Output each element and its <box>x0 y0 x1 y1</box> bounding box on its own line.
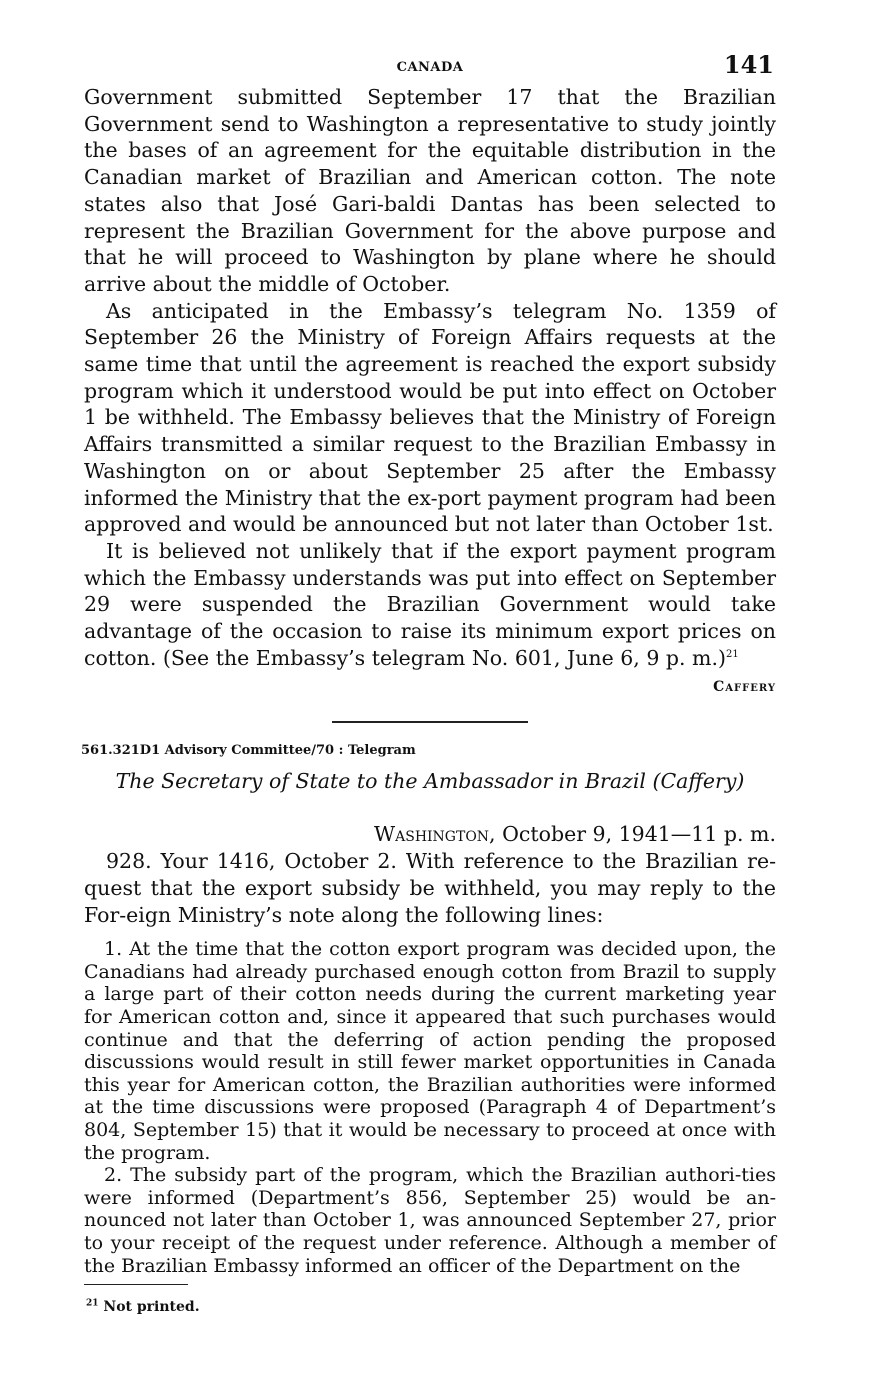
footnote-marker: 21 <box>86 1298 99 1309</box>
message-intro: 928. Your 1416, October 2. With reference to the Brazilian re-quest that the export subsidy be withheld, you may reply to the For-eign Ministry’s note along the following lines: <box>84 849 776 927</box>
footnote <box>86 1299 776 1315</box>
footnote-reference: 21 <box>726 648 739 660</box>
quoted-points <box>84 938 776 1277</box>
paragraph-believed-text: It is believed not unlikely that if the export payment program which the Embassy understands was put into effect on September 29 were suspended the Brazilian Government would take advantage of the occasion to raise its minimum export prices on cotton. (See the Embassy’s telegram No. 601, June 6, 9 p. m.) <box>84 538 776 670</box>
paragraph-anticipated: As anticipated in the Embassy’s telegram No. 1359 of September 26 the Ministry of Foreign Affairs requests at the same time that until the agreement is reached the export subsidy program which it understood would be put into effect on October 1 be withheld. The Embassy believes that the Ministry of Foreign Affairs transmitted a similar request to the Brazilian Embassy in Washington on or about September 25 after the Embassy informed the Ministry that the ex-port payment program had been approved and would be announced but not later than October 1st. <box>84 298 777 537</box>
file-reference: 561.321D1 Advisory Committee/70 : Telegram <box>81 743 416 759</box>
footnote-divider <box>84 1284 188 1285</box>
section-title: CANADA <box>396 60 464 75</box>
body-text-top <box>84 84 776 671</box>
dateline-place: Washington, <box>374 822 496 847</box>
paragraph-continued: Government submitted September 17 that the Brazilian Government send to Washington a representative to study jointly the bases of an agreement for the equitable distribution in the Canadian market of Brazilian and American cotton. The note states also that José Gari-baldi Dantas has been selected to represent the Brazilian Government for the above purpose and that he will proceed to Washington by plane where he should arrive about the middle of October. <box>84 85 776 296</box>
signature: Caffery <box>713 679 776 696</box>
page-number: 141 <box>723 50 774 79</box>
running-head <box>84 50 776 84</box>
dateline-date: October 9, 1941—11 p. m. <box>495 822 776 847</box>
quoted-point-1: 1. At the time that the cotton export program was decided upon, the Canadians had already purchased enough cotton from Brazil to supply a large part of their cotton needs during the current marketing year for American cotton and, since it appeared that such purchases would continue and that the deferring of action pending the proposed discussions would result in still fewer market opportunities in Canada this year for American cotton, the Brazilian authorities were informed at the time discussions were proposed (Paragraph 4 of Department’s 804, September 15) that it would be necessary to proceed at once with the program. <box>84 938 776 1164</box>
document-title: The Secretary of State to the Ambassador in Brazil (Caffery) <box>115 769 745 794</box>
footnote-text: Not printed. <box>98 1299 200 1316</box>
quoted-point-2: 2. The subsidy part of the program, which the Brazilian authori-ties were informed (Department’s 856, September 25) would be an-nounced not later than October 1, was announced September 27, prior to your receipt of the request under reference. Although a member of the Brazilian Embassy informed an officer of the Department on the <box>84 1164 776 1277</box>
paragraph-believed <box>84 538 776 672</box>
dateline <box>84 821 776 848</box>
document-page <box>81 50 777 1316</box>
section-divider <box>332 721 528 723</box>
